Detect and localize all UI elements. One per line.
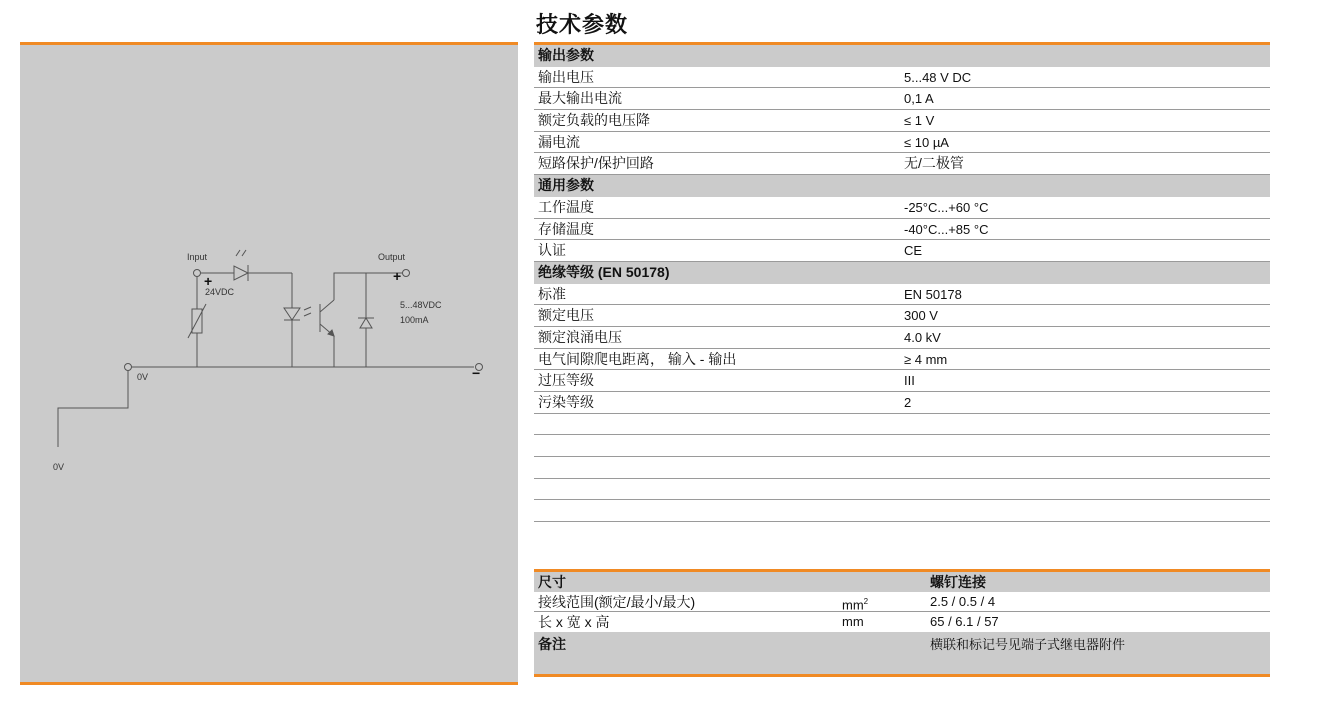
led-diode-icon <box>234 266 248 280</box>
input-label: Input <box>187 252 208 262</box>
dims-bottom-accent <box>534 674 1270 677</box>
ground-terminal-icon <box>125 364 132 371</box>
dims-header-row: 尺寸 螺钉连接 <box>534 572 1270 592</box>
notes-row: 备注 横联和标记号见端子式继电器附件 <box>534 632 1270 674</box>
table-row: 额定浪涌电压 4.0 kV <box>534 327 1270 349</box>
minus-sign: − <box>472 365 481 381</box>
table-row: 污染等级 2 <box>534 392 1270 414</box>
input-terminal-icon <box>194 270 201 277</box>
table-row: 短路保护/保护回路 无/二极管 <box>534 153 1270 175</box>
section-header-insulation: 绝缘等级 (EN 50178) <box>534 262 1270 284</box>
output-terminal-icon <box>403 270 410 277</box>
output-voltage-label: 5...48VDC <box>400 300 442 310</box>
table-row: 输出电压 5...48 V DC <box>534 67 1270 89</box>
empty-table-row <box>534 500 1270 522</box>
table-row: 漏电流 ≤ 10 µA <box>534 132 1270 154</box>
table-row: 电气间隙爬电距离， 输入 - 输出 ≥ 4 mm <box>534 349 1270 371</box>
table-row: 标准 EN 50178 <box>534 284 1270 306</box>
output-label: Output <box>378 252 406 262</box>
table-row: 额定电压 300 V <box>534 305 1270 327</box>
table-row: 认证 CE <box>534 240 1270 262</box>
empty-table-row <box>534 479 1270 501</box>
section-header-general: 通用参数 <box>534 175 1270 197</box>
table-row: 额定负载的电压降 ≤ 1 V <box>534 110 1270 132</box>
ov-label-upper: 0V <box>137 372 149 382</box>
output-plus-sign: + <box>393 268 402 284</box>
input-voltage-label: 24VDC <box>205 287 235 297</box>
empty-table-row <box>534 414 1270 436</box>
table-row: 接线范围(额定/最小/最大) $mm^2$ 2.5 / 0.5 / 4 <box>534 592 1270 612</box>
section-header-output: 输出参数 <box>534 45 1270 67</box>
bottom-accent-bar <box>20 682 518 685</box>
page-title: 技术参数 <box>536 12 629 37</box>
empty-table-row <box>534 435 1270 457</box>
table-row: 工作温度 -25°C...+60 °C <box>534 197 1270 219</box>
table-row: 存储温度 -40°C...+85 °C <box>534 219 1270 241</box>
dimensions-table <box>534 569 1270 677</box>
ov-label-lower: 0V <box>53 462 65 472</box>
ground-wire <box>58 367 474 447</box>
table-row: 长 x 宽 x 高 mm 65 / 6.1 / 57 <box>538 614 999 630</box>
table-row: 最大输出电流 0,1 A <box>534 88 1270 110</box>
spec-table <box>534 42 1270 522</box>
zener-diode-icon <box>360 318 372 328</box>
empty-table-row <box>534 457 1270 479</box>
optocoupler-led-icon <box>284 308 300 320</box>
output-current-label: 100mA <box>400 315 429 325</box>
table-row: 过压等级 III <box>534 370 1270 392</box>
circuit-diagram-panel <box>20 42 518 685</box>
circuit-diagram <box>20 42 518 685</box>
input-plus-sign: + <box>204 273 213 289</box>
